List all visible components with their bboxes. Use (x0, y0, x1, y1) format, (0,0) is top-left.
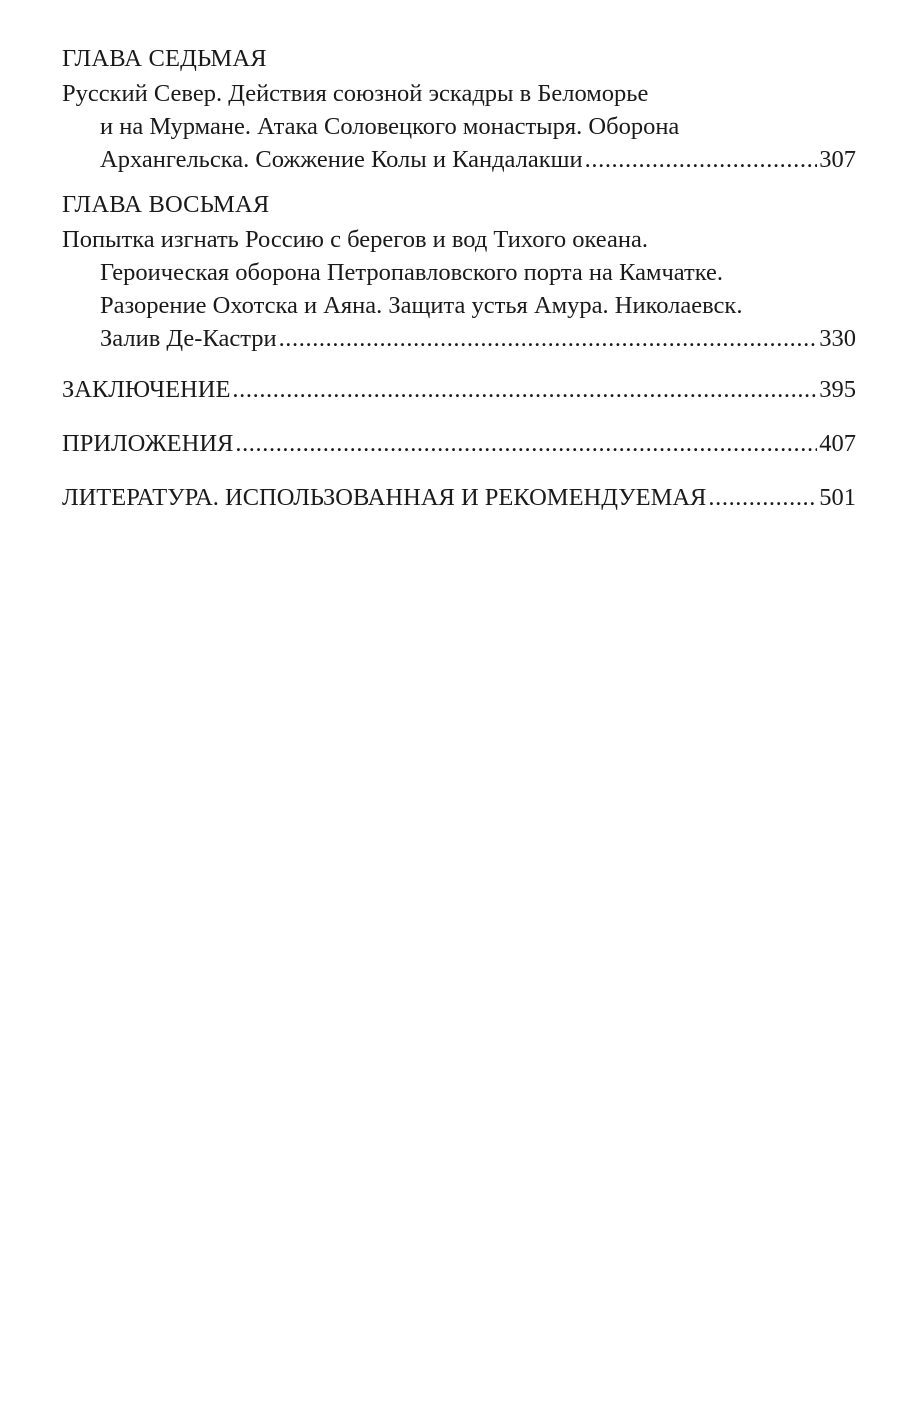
chapter-title: ГЛАВА СЕДЬМАЯ (62, 45, 267, 72)
page-number: 330 (819, 325, 856, 352)
toc-entry-conclusion[interactable] (62, 373, 856, 406)
chapter-description-line: Попытка изгнать Россию с берегов и вод Тихого океана. (62, 226, 648, 253)
section-title: ПРИЛОЖЕНИЯ (62, 430, 234, 457)
section-title: ЛИТЕРАТУРА. ИСПОЛЬЗОВАННАЯ И РЕКОМЕНДУЕМАЯ (62, 484, 707, 511)
page-number: 395 (819, 376, 856, 403)
chapter-description-last-line (62, 322, 856, 355)
chapter-description-line: Залив Де-Кастри (100, 325, 277, 352)
dot-leader (708, 481, 817, 514)
chapter-description-line: Архангельска. Сожжение Колы и Кандалакши (100, 146, 583, 173)
chapter-description-last-line (62, 143, 856, 176)
page-number: 407 (819, 430, 856, 457)
dot-leader (232, 373, 817, 406)
dot-leader (235, 427, 817, 460)
section-title: ЗАКЛЮЧЕНИЕ (62, 376, 231, 403)
page-number: 307 (819, 146, 856, 173)
chapter-description-line: и на Мурмане. Атака Соловецкого монастыря. Оборона (100, 113, 680, 140)
page-number: 501 (819, 484, 856, 511)
chapter-description-line: Героическая оборона Петропавловского порта на Камчатке. (100, 259, 724, 286)
chapter-description-line: Разорение Охотска и Аяна. Защита устья Амура. Николаевск. (100, 292, 743, 319)
table-of-contents (62, 42, 856, 514)
toc-chapter-8[interactable] (62, 188, 856, 355)
chapter-description-line: Русский Север. Действия союзной эскадры в Беломорье (62, 80, 649, 107)
dot-leader (279, 322, 818, 355)
dot-leader (585, 143, 818, 176)
toc-entry-literature[interactable] (62, 481, 856, 514)
toc-chapter-7[interactable] (62, 42, 856, 176)
chapter-title: ГЛАВА ВОСЬМАЯ (62, 191, 270, 218)
toc-entry-appendices[interactable] (62, 427, 856, 460)
